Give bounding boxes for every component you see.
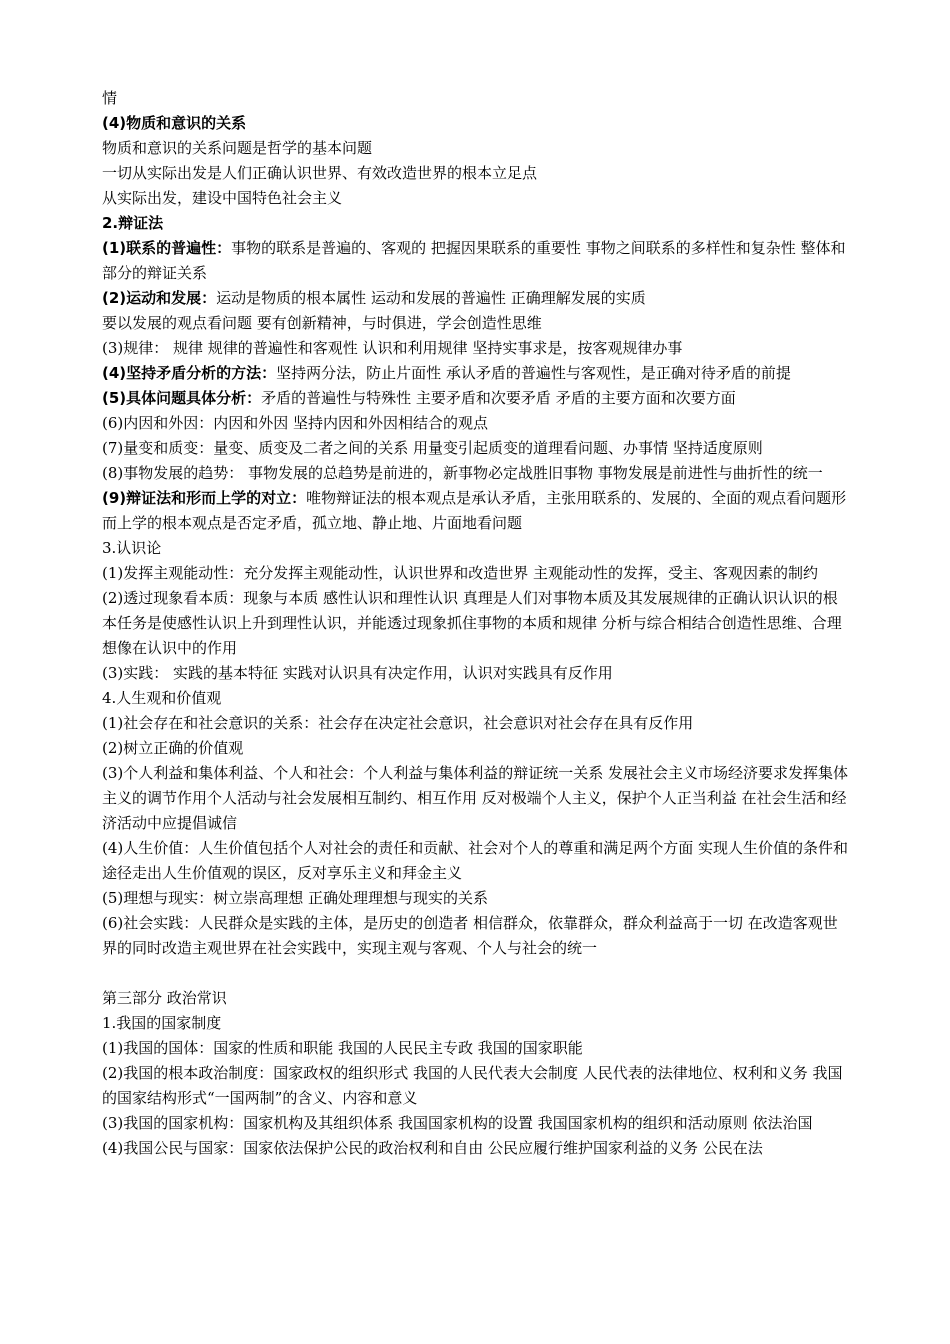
text-paragraph: (6)社会实践：人民群众是实践的主体，是历史的创造者 相信群众，依靠群众，群众利益高于一切 在改造客观世界的同时改造主观世界在社会实践中，实现主观与客观、个人与社会的统一 <box>102 914 838 957</box>
text-line: (6)内因和外因：内因和外因 坚持内因和外因相结合的观点 <box>102 414 489 432</box>
text-line: (3)实践： 实践的基本特征 实践对认识具有决定作用，认识对实践具有反作用 <box>102 664 613 682</box>
text-paragraph: (1)发挥主观能动性：充分发挥主观能动性，认识世界和改造世界 主观能动性的发挥，受主、客观因素的制约 <box>102 564 819 582</box>
item-heading: (9)辩证法和形而上学的对立： <box>102 489 307 507</box>
part-heading: 第三部分 政治常识 <box>102 989 227 1007</box>
text-paragraph: (2)我国的根本政治制度：国家政权的组织形式 我国的人民代表大会制度 人民代表的法律地位、权利和义务 我国的国家结构形式“一国两制”的含义、内容和意义 <box>102 1064 843 1107</box>
section-heading: (4)物质和意识的关系 <box>102 114 247 132</box>
document-body <box>102 86 852 1161</box>
text-line: (4)我国公民与国家：国家依法保护公民的政治权利和自由 公民应履行维护国家利益的义务 公民在法 <box>102 1139 763 1157</box>
item-heading: (1)联系的普遍性： <box>102 239 232 257</box>
text-paragraph: (8)事物发展的趋势： 事物发展的总趋势是前进的，新事物必定战胜旧事物 事物发展是前进性与曲折性的统一 <box>102 464 823 482</box>
item-text: 事物的联系是普遍的、客观的 把握因果联系的重要性 事物之间联系的多样性和复杂性 整体和部分的辩证关系 <box>102 239 846 282</box>
text-line: 要以发展的观点看问题 要有创新精神，与时俱进，学会创造性思维 <box>102 314 542 332</box>
text-paragraph <box>102 361 852 386</box>
text-line: (7)量变和质变：量变、质变及二者之间的关系 用量变引起质变的道理看问题、办事情 坚持适度原则 <box>102 439 763 457</box>
item-heading: (4)坚持矛盾分析的方法： <box>102 364 277 382</box>
item-text: 唯物辩证法的根本观点是承认矛盾，主张用联系的、发展的、全面的观点看问题形而上学的根本观点是否定矛盾，孤立地、静止地、片面地看问题 <box>102 489 847 532</box>
text-line: (1)社会存在和社会意识的关系：社会存在决定社会意识，社会意识对社会存在具有反作用 <box>102 714 694 732</box>
text-line: (3)规律： 规律 规律的普遍性和客观性 认识和利用规律 坚持实事求是，按客观规律办事 <box>102 339 683 357</box>
text-paragraph: (2)透过现象看本质：现象与本质 感性认识和理性认识 真理是人们对事物本质及其发展规律的正确认识认识的根本任务是使感性认识上升到理性认识，并能透过现象抓住事物的本质和规律 分析与综合相结合创造性思维、合理想像在认识中的作用 <box>102 589 842 657</box>
text-line: 一切从实际出发是人们正确认识世界、有效改造世界的根本立足点 <box>102 164 538 182</box>
item-heading: (2)运动和发展： <box>102 289 217 307</box>
text-line: 情 <box>102 89 118 107</box>
text-paragraph: (3)个人利益和集体利益、个人和社会：个人利益与集体利益的辩证统一关系 发展社会主义市场经济要求发挥集体主义的调节作用个人活动与社会发展相互制约、相互作用 反对极端个人主义，保护个人正当利益 在社会生活和经济活动中应提倡诚信 <box>102 764 849 832</box>
section-heading: 4.人生观和价值观 <box>102 689 222 707</box>
section-heading: 1.我国的国家制度 <box>102 1014 222 1032</box>
text-line: (1)我国的国体：国家的性质和职能 我国的人民民主专政 我国的国家职能 <box>102 1039 583 1057</box>
text-line: 物质和意识的关系问题是哲学的基本问题 <box>102 139 373 157</box>
text-line: (2)树立正确的价值观 <box>102 739 244 757</box>
item-heading: (5)具体问题具体分析： <box>102 389 262 407</box>
item-text: 运动是物质的根本属性 运动和发展的普遍性 正确理解发展的实质 <box>216 289 646 307</box>
text-paragraph <box>102 486 852 536</box>
text-line: (5)理想与现实：树立崇高理想 正确处理理想与现实的关系 <box>102 889 489 907</box>
text-line: 从实际出发，建设中国特色社会主义 <box>102 189 343 207</box>
item-text: 坚持两分法，防止片面性 承认矛盾的普遍性与客观性，是正确对待矛盾的前提 <box>276 364 791 382</box>
section-heading: 3.认识论 <box>102 539 162 557</box>
blank-line <box>102 961 852 986</box>
text-paragraph: (3)我国的国家机构：国家机构及其组织体系 我国国家机构的设置 我国国家机构的组织和活动原则 依法治国 <box>102 1114 813 1132</box>
text-paragraph <box>102 236 852 286</box>
text-paragraph <box>102 286 852 311</box>
item-text: 矛盾的普遍性与特殊性 主要矛盾和次要矛盾 矛盾的主要方面和次要方面 <box>261 389 736 407</box>
text-paragraph: (4)人生价值：人生价值包括个人对社会的责任和贡献、社会对个人的尊重和满足两个方面 实现人生价值的条件和途径走出人生价值观的误区，反对享乐主义和拜金主义 <box>102 839 849 882</box>
section-heading: 2.辩证法 <box>102 214 164 232</box>
text-paragraph <box>102 386 852 411</box>
